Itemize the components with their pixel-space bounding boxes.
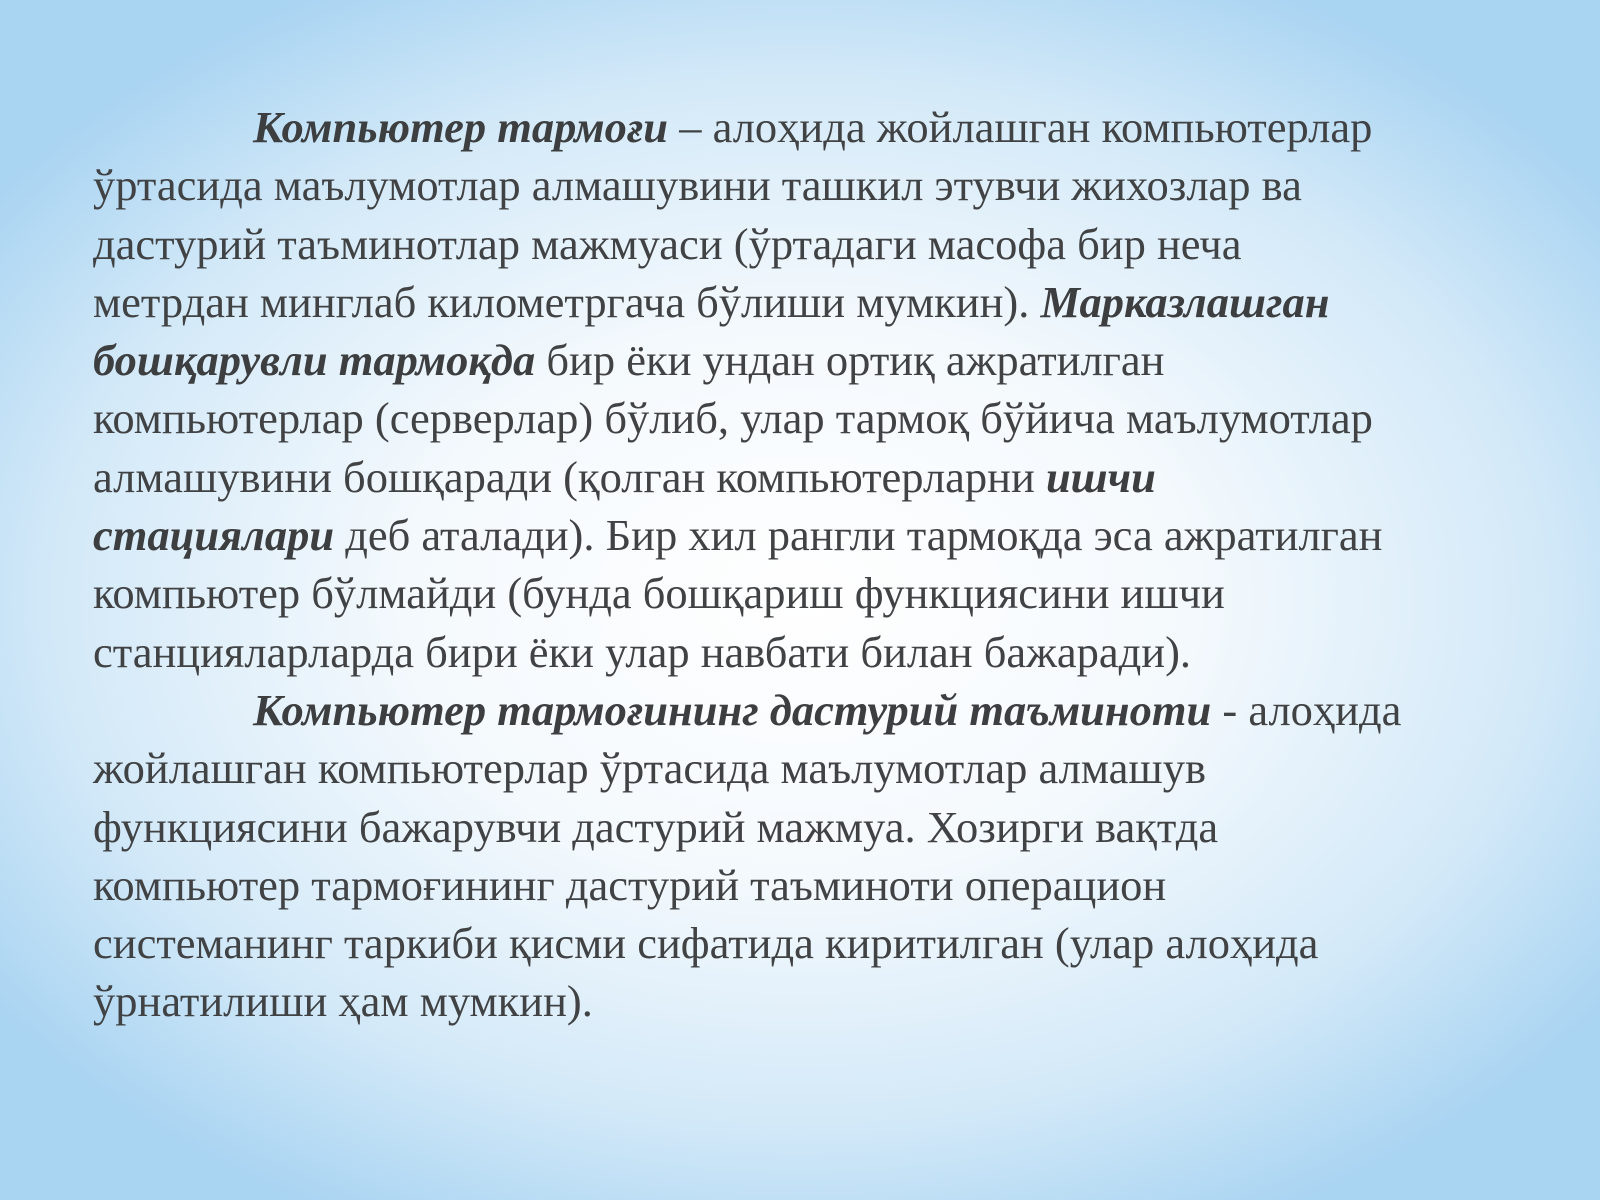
text-line: [93, 914, 1533, 972]
defined-term: стациялари: [93, 510, 335, 561]
text-line: [93, 972, 1533, 1030]
text-line: [93, 331, 1533, 389]
text-run: - алоҳида: [1211, 684, 1402, 735]
text-run: компьютерлар (серверлар) бўлиб, улар тармоқ бўйича маълумотлар: [93, 393, 1373, 444]
text-run: функциясини бажарувчи дастурий мажмуа. Хозирги вақтда: [93, 801, 1219, 852]
text-run: алмашувини бошқаради (қолган компьютерларни: [93, 451, 1046, 502]
slide-body-text: [93, 98, 1533, 1031]
paragraph-2: [93, 681, 1533, 1031]
text-run: ўртасида маълумотлар алмашувини ташкил этувчи жихозлар ва: [93, 160, 1302, 211]
text-line: [93, 156, 1533, 214]
text-line: [93, 681, 1533, 739]
text-line: [93, 798, 1533, 856]
text-line: [93, 739, 1533, 797]
text-line: [93, 273, 1533, 331]
text-line: [93, 448, 1533, 506]
defined-term: ишчи: [1045, 451, 1156, 502]
defined-term: Компьютер тармоғининг дастурий таъминоти: [253, 684, 1212, 735]
text-line: [93, 389, 1533, 447]
paragraph-1: [93, 98, 1533, 681]
text-run: бир ёки ундан ортиқ ажратилган: [535, 335, 1165, 386]
text-run: ўрнатилиши ҳам мумкин).: [93, 976, 593, 1027]
defined-term: Марказлашган: [1040, 276, 1330, 327]
text-run: системанинг таркиби қисми сифатида киритилган (улар алоҳида: [93, 918, 1319, 969]
text-line: [93, 564, 1533, 622]
text-line: [93, 623, 1533, 681]
defined-term: Компьютер тармоғи: [253, 102, 669, 152]
text-line: [93, 215, 1533, 273]
defined-term: бошқарувли тармоқда: [93, 335, 536, 386]
text-run: станцияларларда бири ёки улар навбати билан бажаради).: [93, 626, 1192, 677]
text-line: [93, 856, 1533, 914]
text-run: метрдан минглаб километргача бўлиши мумкин).: [93, 276, 1041, 327]
text-run: компьютер тармоғининг дастурий таъминоти операцион: [93, 859, 1167, 910]
text-run: деб аталади). Бир хил рангли тармоқда эса ажратилган: [334, 510, 1383, 561]
text-run: – алоҳида жойлашган компьютерлар: [668, 102, 1373, 152]
text-line: [93, 506, 1533, 564]
text-line: [93, 98, 1533, 156]
text-run: дастурий таъминотлар мажмуаси (ўртадаги масофа бир неча: [93, 218, 1242, 269]
text-run: жойлашган компьютерлар ўртасида маълумотлар алмашув: [93, 743, 1206, 794]
text-run: компьютер бўлмайди (бунда бошқариш функциясини ишчи: [93, 568, 1225, 619]
